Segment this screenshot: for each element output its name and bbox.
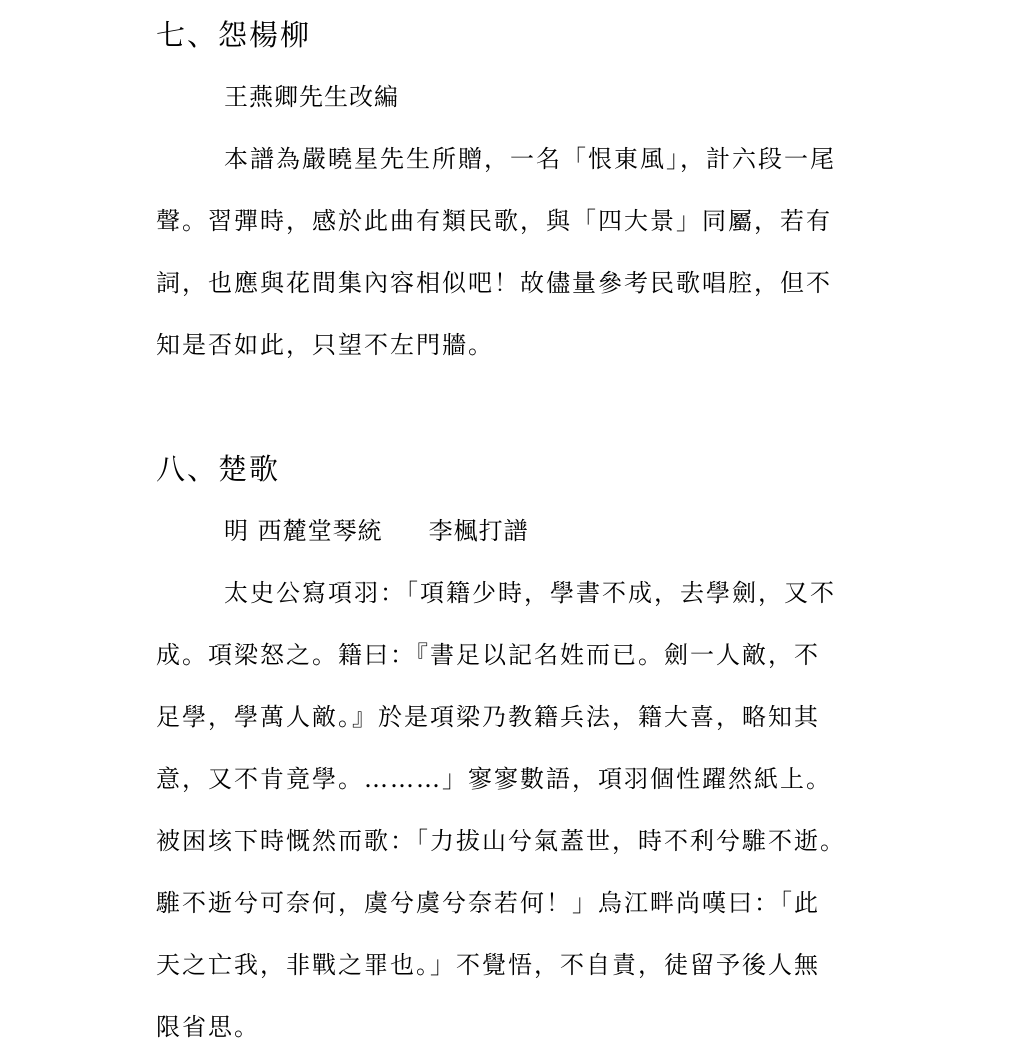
section-8-paragraph-line: 限省思。: [156, 1013, 260, 1041]
section-8-title: 八、楚歌: [156, 452, 281, 486]
section-8-paragraph-line: 足學，學萬人敵。』於是項梁乃教籍兵法，籍大喜，略知其: [156, 703, 820, 731]
section-7-paragraph-line: 詞，也應與花間集內容相似吧！故儘量參考民歌唱腔，但不: [156, 269, 832, 297]
section-8-paragraph-line: 天之亡我，非戰之罪也。」不覺悟，不自責，徒留予後人無: [156, 951, 820, 979]
section-8-paragraph-line: 意，又不肯竟學。………」寥寥數語，項羽個性躍然紙上。: [156, 765, 832, 793]
section-8-source: 明 西麓堂琴統: [224, 517, 383, 545]
section-7-title: 七、怨楊柳: [156, 18, 312, 52]
section-8-paragraph-line: 成。項梁怒之。籍曰：『書足以記名姓而已。劍一人敵，不: [156, 641, 820, 669]
section-8-paragraph-line: 騅不逝兮可奈何，虞兮虞兮奈若何！」烏江畔尚嘆曰：「此: [156, 889, 820, 917]
section-8-transcriber: 李楓打譜: [428, 517, 529, 545]
section-7-paragraph-line: 本譜為嚴曉星先生所贈，一名「恨東風」，計六段一尾: [224, 145, 836, 173]
section-7-paragraph-line: 聲。習彈時，感於此曲有類民歌，與「四大景」同屬，若有: [156, 207, 832, 235]
section-8-paragraph-line: 太史公寫項羽：「項籍少時，學書不成，去學劍，又不: [224, 579, 836, 607]
section-8-paragraph-line: 被困垓下時慨然而歌：「力拔山兮氣蓋世，時不利兮騅不逝。: [156, 827, 846, 855]
section-7-paragraph-line: 知是否如此，只望不左門牆。: [156, 331, 494, 359]
section-8-source-line: [224, 515, 529, 547]
section-7-attribution: 王燕卿先生改編: [224, 83, 399, 111]
